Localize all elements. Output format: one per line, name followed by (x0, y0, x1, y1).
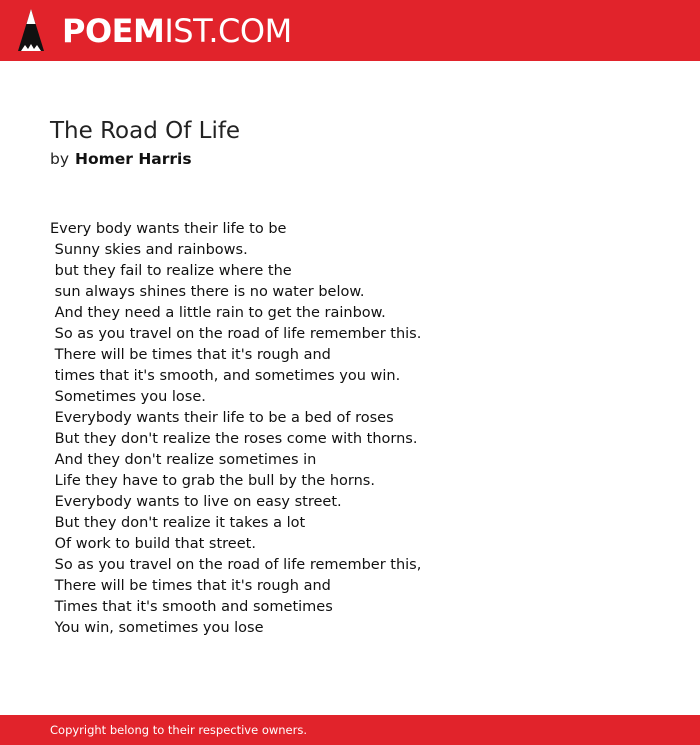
poem-line: And they don't realize sometimes in (50, 452, 317, 468)
poem-line: But they don't realize it takes a lot (50, 515, 306, 531)
by-label: by (50, 150, 70, 168)
site-logo[interactable] (62, 11, 292, 51)
logo-text-light: IST.COM (164, 12, 292, 50)
logo-text-bold: POEM (62, 12, 165, 50)
site-header (0, 0, 700, 61)
site-footer (0, 715, 700, 745)
poem-line: And they need a little rain to get the rainbow. (50, 305, 386, 321)
poem-line: Times that it's smooth and sometimes (50, 599, 333, 615)
author-name[interactable]: Homer Harris (75, 150, 192, 168)
poem-line: Life they have to grab the bull by the horns. (50, 473, 375, 489)
poem-title: The Road Of Life (50, 118, 241, 144)
poem-line: Sometimes you lose. (50, 389, 206, 405)
poem-body (50, 219, 650, 639)
poem-line: But they don't realize the roses come with thorns. (50, 431, 418, 447)
poem-line: sun always shines there is no water below. (50, 284, 365, 300)
poem-line: Of work to build that street. (50, 536, 256, 552)
poem-line: but they fail to realize where the (50, 263, 292, 279)
byline (50, 148, 192, 170)
poem-line: You win, sometimes you lose (50, 620, 264, 636)
poem-line: Everybody wants their life to be a bed of roses (50, 410, 394, 426)
poem-line: times that it's smooth, and sometimes you win. (50, 368, 401, 384)
copyright-text: Copyright belong to their respective owners. (50, 723, 308, 737)
poem-line: There will be times that it's rough and (50, 578, 331, 594)
poem-line: So as you travel on the road of life remember this, (50, 557, 422, 573)
poem-line: Everybody wants to live on easy street. (50, 494, 342, 510)
poem-line: So as you travel on the road of life remember this. (50, 326, 422, 342)
poem-line: There will be times that it's rough and (50, 347, 331, 363)
pencil-icon[interactable] (18, 9, 44, 51)
poem-line: Sunny skies and rainbows. (50, 242, 248, 258)
poem-line: Every body wants their life to be (50, 221, 287, 237)
